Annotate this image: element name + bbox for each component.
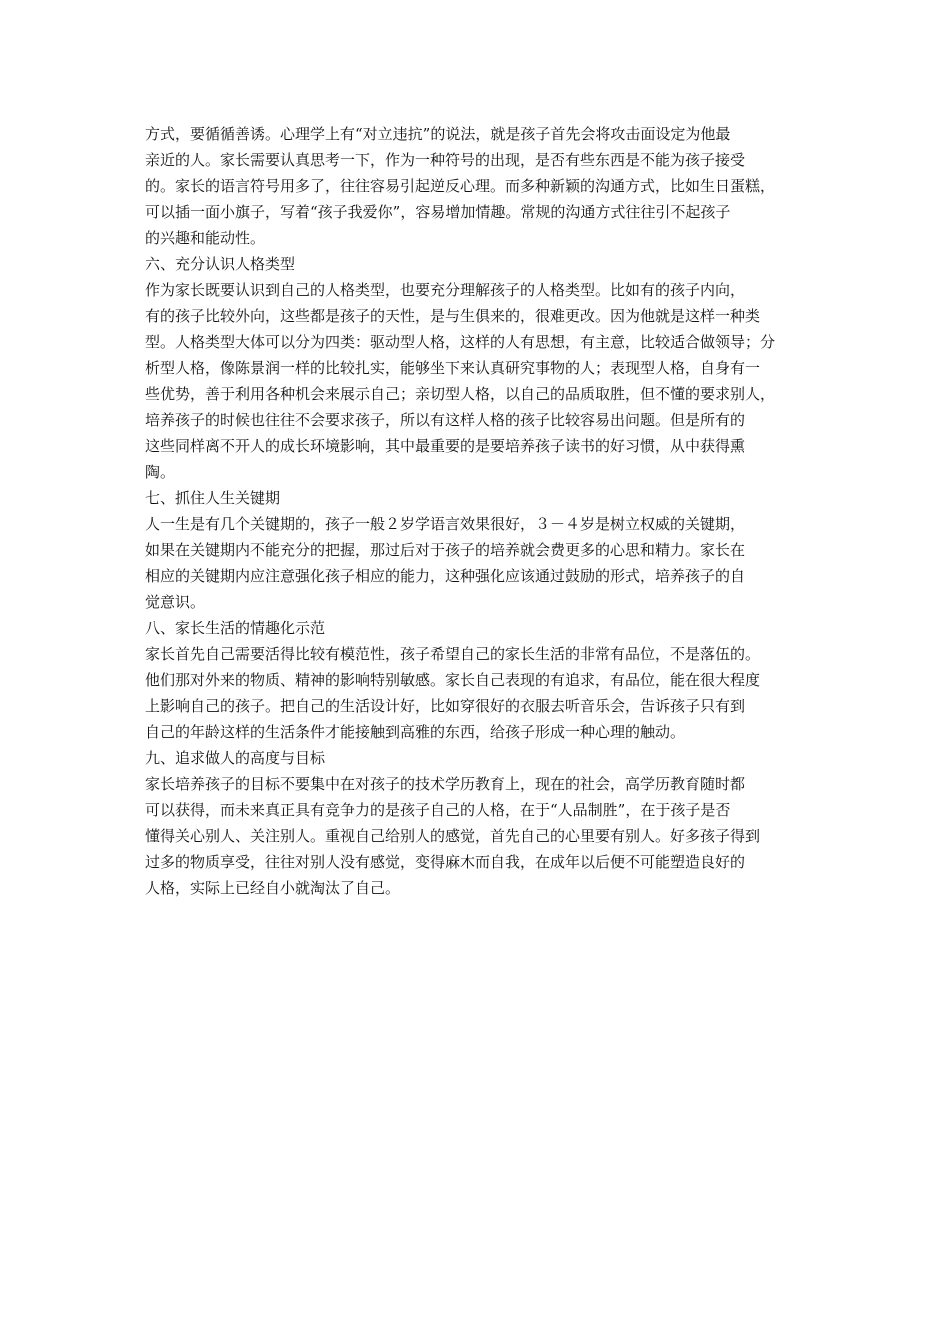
paragraph-line: 过多的物质享受，往往对别人没有感觉，变得麻木而自我，在成年以后便不可能塑造良好的	[145, 853, 746, 871]
section-8	[145, 615, 825, 745]
paragraph-line: 如果在关键期内不能充分的把握，那过后对于孩子的培养就会费更多的心思和精力。家长在	[145, 541, 746, 559]
paragraph-line: 他们那对外来的物质、精神的影响特别敏感。家长自己表现的有追求，有品位，能在很大程度	[145, 671, 761, 689]
paragraph-line: 家长培养孩子的目标不要集中在对孩子的技术学历教育上，现在的社会，高学历教育随时都	[145, 775, 746, 793]
paragraph-line: 些优势，善于利用各种机会来展示自己；亲切型人格，以自己的品质取胜，但不懂的要求别人，	[145, 385, 776, 403]
paragraph-line: 作为家长既要认识到自己的人格类型，也要充分理解孩子的人格类型。比如有的孩子内向，	[145, 281, 746, 299]
paragraph-line: 析型人格，像陈景润一样的比较扎实，能够坐下来认真研究事物的人；表现型人格，自身有一	[145, 359, 761, 377]
document-page	[145, 121, 825, 901]
paragraph-line: 相应的关键期内应注意强化孩子相应的能力，这种强化应该通过鼓励的形式，培养孩子的自	[145, 567, 746, 585]
section-heading: 九、追求做人的高度与目标	[145, 749, 326, 767]
paragraph-line: 可以获得，而未来真正具有竞争力的是孩子自己的人格，在于“人品制胜”，在于孩子是否	[145, 801, 731, 819]
paragraph-line: 家长首先自己需要活得比较有模范性，孩子希望自己的家长生活的非常有品位，不是落伍的。	[145, 645, 761, 663]
paragraph-line: 方式，要循循善诱。心理学上有“对立违抗”的说法，就是孩子首先会将攻击面设定为他最	[145, 125, 731, 143]
paragraph-line: 觉意识。	[145, 593, 206, 611]
paragraph-line: 亲近的人。家长需要认真思考一下，作为一种符号的出现，是否有些东西是不能为孩子接受	[145, 151, 746, 169]
section-heading: 六、充分认识人格类型	[145, 255, 296, 273]
paragraph-line: 有的孩子比较外向，这些都是孩子的天性，是与生俱来的，很难更改。因为他就是这样一种类	[145, 307, 761, 325]
paragraph-line: 陶。	[145, 463, 176, 481]
section-5-tail	[145, 121, 825, 251]
paragraph-line: 懂得关心别人、关注别人。重视自己给别人的感觉，首先自己的心里要有别人。好多孩子得到	[145, 827, 761, 845]
paragraph-line: 培养孩子的时候也往往不会要求孩子，所以有这样人格的孩子比较容易出问题。但是所有的	[145, 411, 746, 429]
section-9	[145, 745, 825, 901]
paragraph-line: 的。家长的语言符号用多了，往往容易引起逆反心理。而多种新颖的沟通方式，比如生日蛋糕，	[145, 177, 776, 195]
section-heading: 七、抓住人生关键期	[145, 489, 281, 507]
paragraph-line: 自己的年龄这样的生活条件才能接触到高雅的东西，给孩子形成一种心理的触动。	[145, 723, 686, 741]
paragraph-line: 人一生是有几个关键期的，孩子一般２岁学语言效果很好，３－４岁是树立权威的关键期，	[145, 515, 746, 533]
paragraph-line: 这些同样离不开人的成长环境影响，其中最重要的是要培养孩子读书的好习惯，从中获得熏	[145, 437, 746, 455]
section-7	[145, 485, 825, 615]
section-heading: 八、家长生活的情趣化示范	[145, 619, 326, 637]
paragraph-line: 人格，实际上已经自小就淘汰了自己。	[145, 879, 401, 897]
section-6	[145, 251, 825, 485]
paragraph-line: 型。人格类型大体可以分为四类：驱动型人格，这样的人有思想，有主意，比较适合做领导；分	[145, 333, 776, 351]
paragraph-line: 的兴趣和能动性。	[145, 229, 266, 247]
paragraph-line: 上影响自己的孩子。把自己的生活设计好，比如穿很好的衣服去听音乐会，告诉孩子只有到	[145, 697, 746, 715]
paragraph-line: 可以插一面小旗子，写着“孩子我爱你”，容易增加情趣。常规的沟通方式往往引不起孩子	[145, 203, 731, 221]
